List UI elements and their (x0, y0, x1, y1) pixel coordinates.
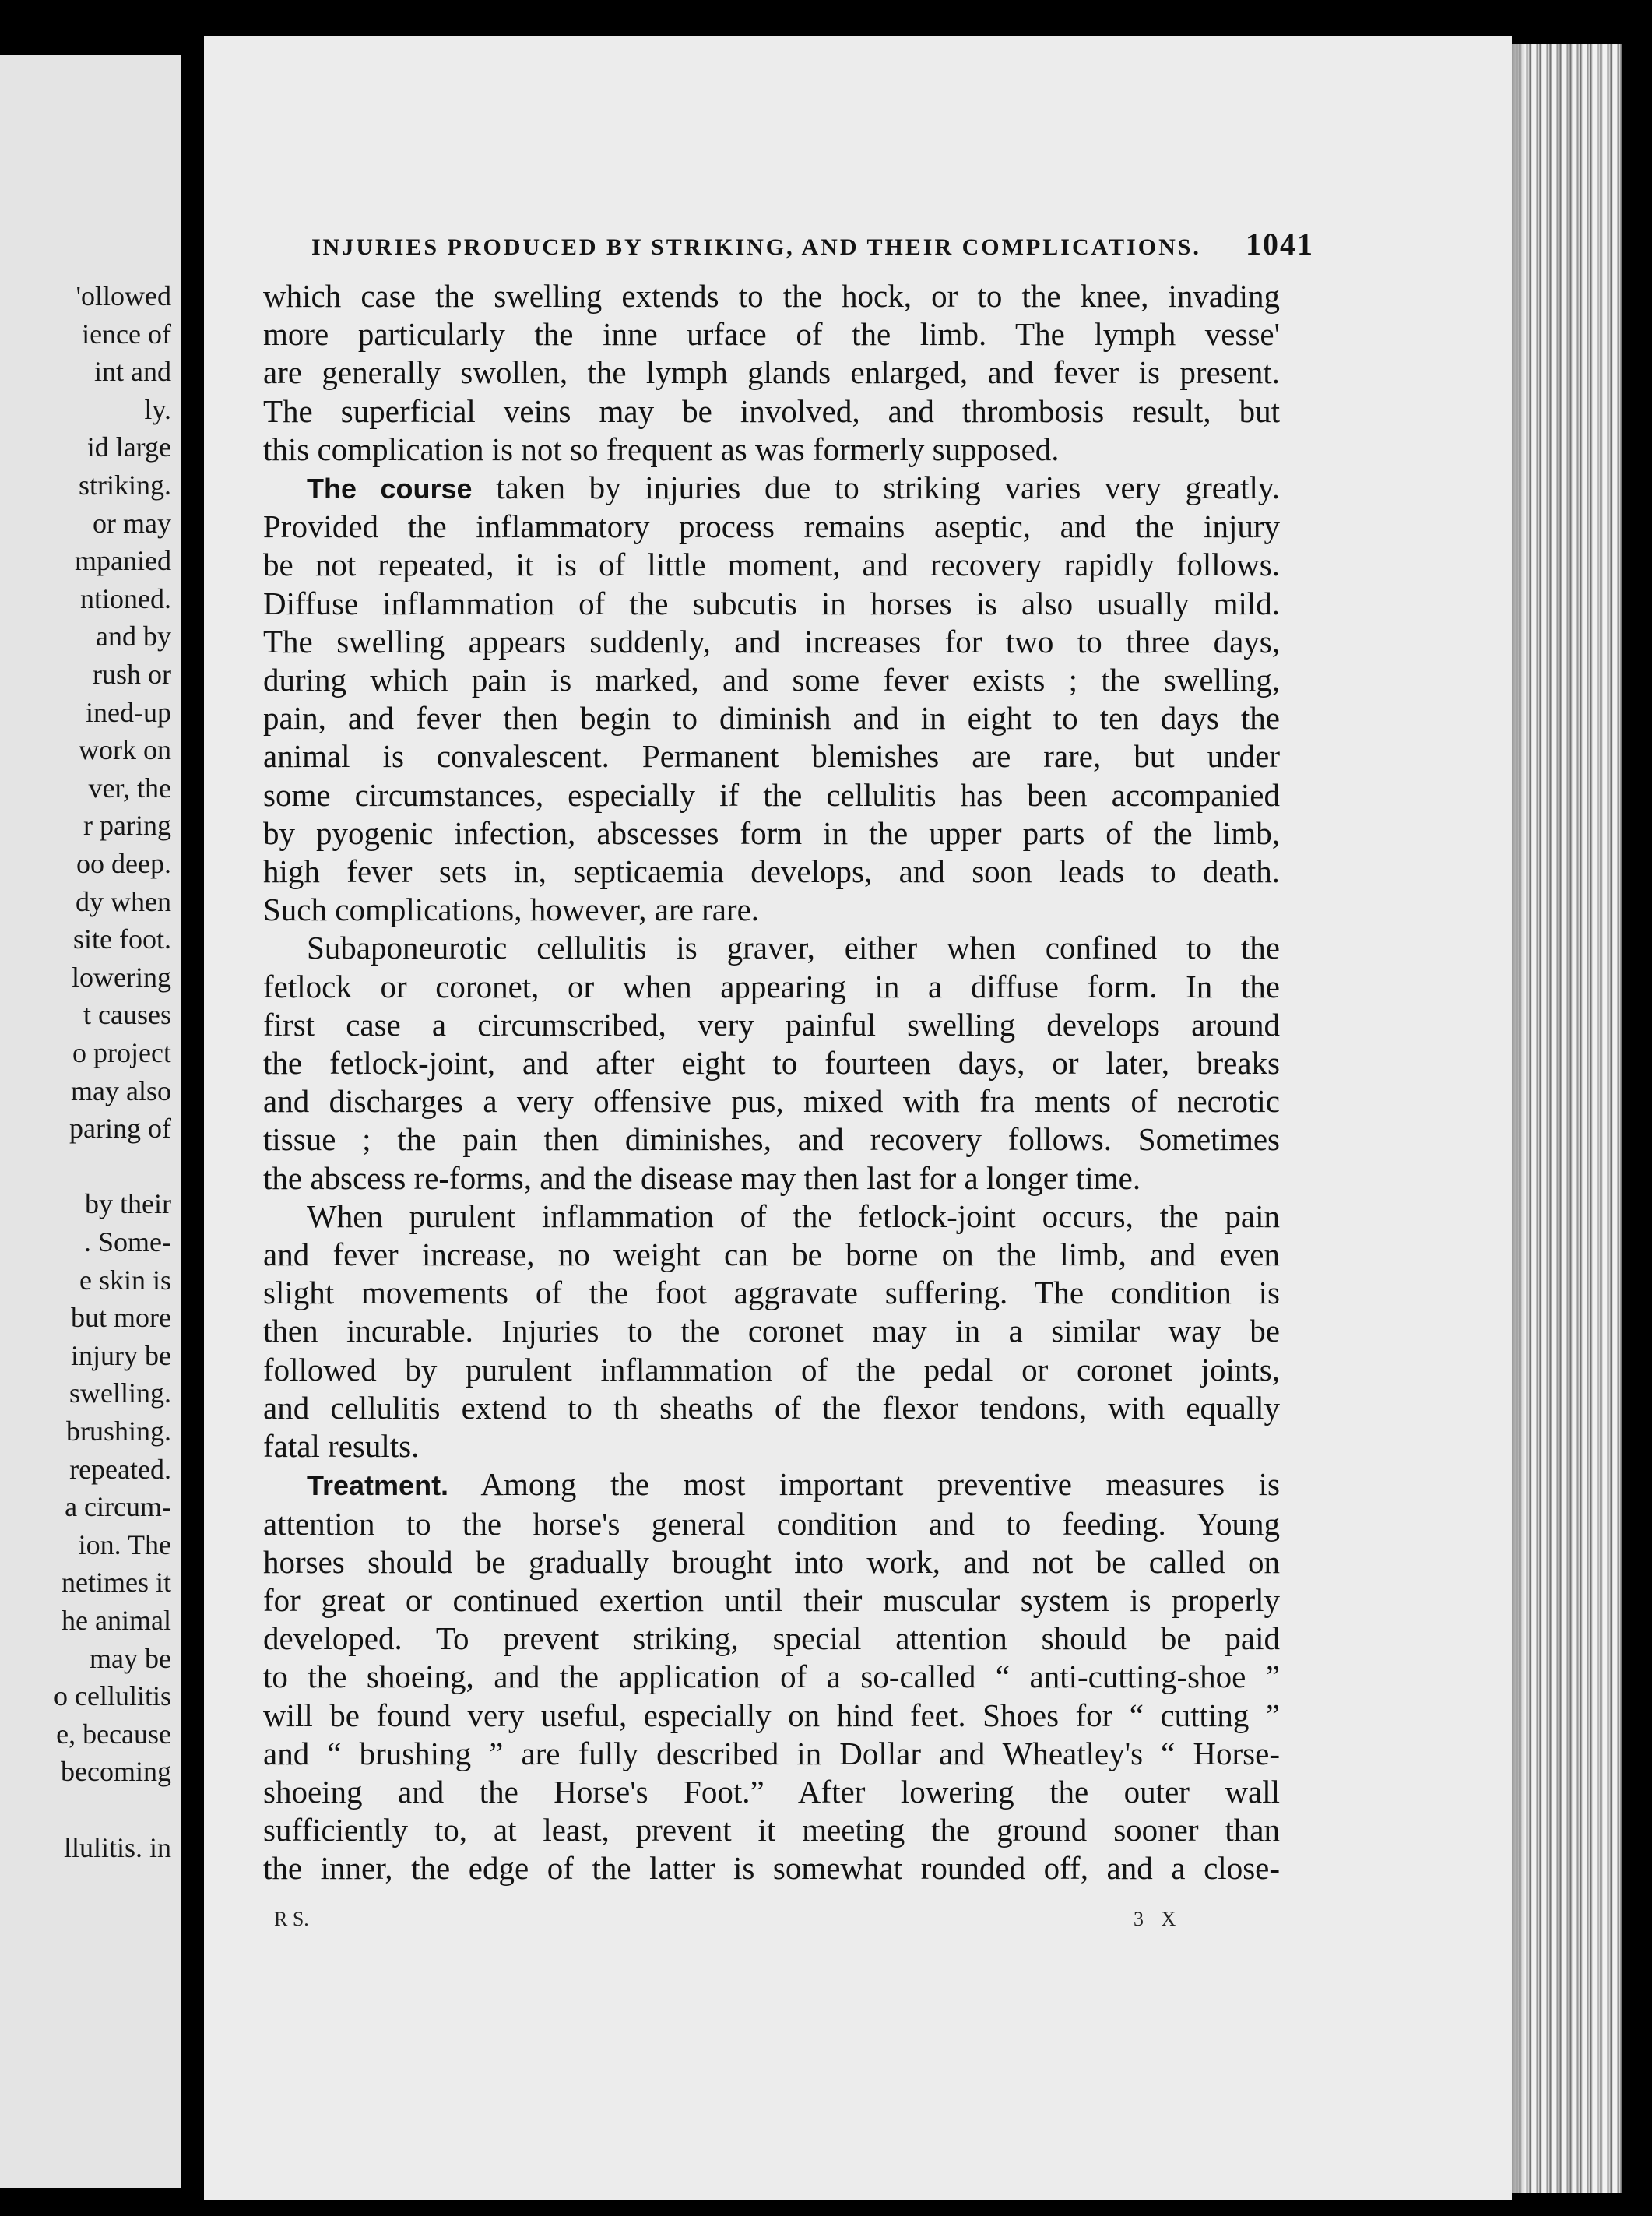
left-page-line: a circum- (65, 1491, 171, 1523)
left-page-line: dy when (76, 885, 171, 917)
text-line (263, 1159, 1280, 1198)
running-title: INJURIES PRODUCED BY STRIKING, AND THEIR COMPLICATIONS. (311, 234, 1201, 260)
left-page-line: or may (93, 507, 171, 539)
line-text: are generally swollen, the lymph glands enlarged, and fever is present. (263, 354, 1280, 391)
line-text: horses should be gradually brought into work, and not be called on (263, 1543, 1280, 1580)
text-line (263, 1427, 1280, 1465)
left-page-line: o cellulitis (54, 1680, 171, 1712)
left-page-line: may also (71, 1075, 171, 1106)
text-line (263, 968, 1280, 1006)
text-line (263, 315, 1280, 354)
text-line (263, 891, 1280, 929)
text-line (263, 1389, 1280, 1427)
line-text: by pyogenic infection, abscesses form in the upper parts of the limb, (263, 814, 1280, 851)
text-line (263, 776, 1280, 814)
text-line (263, 1735, 1280, 1773)
left-page-line: he animal (62, 1605, 171, 1636)
left-page-line: work on (79, 734, 171, 766)
left-page-line: oo deep. (76, 848, 171, 879)
left-page-line: mpanied (75, 545, 171, 577)
paragraph-heading: The course (307, 473, 473, 505)
left-page-line: site foot. (73, 923, 171, 955)
text-line (263, 431, 1280, 469)
line-text: When purulent inflammation of the fetlock-joint occurs, the pain (307, 1198, 1280, 1234)
left-page-line: r paring (83, 810, 171, 842)
text-line (263, 1006, 1280, 1044)
page-edges (1512, 44, 1622, 2193)
text-line (263, 661, 1280, 699)
text-line (263, 546, 1280, 584)
line-text: Among the most important preventive measures is (448, 1466, 1280, 1503)
line-text: The swelling appears suddenly, and increases for two to three days, (263, 623, 1280, 660)
left-page-line: but more (71, 1302, 171, 1334)
left-facing-page (0, 55, 181, 2188)
gutter-shadow (1512, 44, 1526, 2193)
line-text: the fetlock-joint, and after eight to fourteen days, or later, breaks (263, 1045, 1280, 1082)
line-text: shoeing and the Horse's Foot.” After lowering the outer wall (263, 1773, 1280, 1810)
left-page-line: and by (96, 621, 171, 652)
left-page-line: t causes (83, 999, 171, 1031)
text-line (263, 929, 1280, 967)
left-page-line: llulitis. in (63, 1831, 171, 1863)
text-line (263, 1581, 1280, 1620)
left-page-line: netimes it (62, 1567, 171, 1599)
left-page-line: rush or (93, 659, 171, 690)
left-page-line: ion. The (78, 1528, 171, 1560)
text-line (263, 1351, 1280, 1389)
text-line (263, 1198, 1280, 1236)
line-text: this complication is not so frequent as was formerly supposed. (263, 431, 1060, 467)
text-line (263, 1312, 1280, 1350)
line-text: will be found very useful, especially on hind feet. Shoes for “ cutting ” (263, 1697, 1280, 1733)
line-text: which case the swelling extends to the hock, or to the knee, invading (263, 278, 1280, 314)
page-number: 1041 (1246, 227, 1314, 262)
text-line (263, 699, 1280, 737)
left-page-line: ly. (144, 393, 171, 425)
text-line (263, 1849, 1280, 1887)
left-page-line: ntioned. (80, 582, 171, 614)
line-text: developed. To prevent striking, special attention should be paid (263, 1620, 1280, 1657)
text-line (263, 1620, 1280, 1658)
line-text: The superficial veins may be involved, and thrombosis result, but (263, 392, 1280, 429)
text-line (263, 1120, 1280, 1159)
line-text: be not repeated, it is of little moment, and recovery rapidly follows. (263, 547, 1280, 583)
text-line (263, 1658, 1280, 1696)
text-line (263, 585, 1280, 623)
line-text: animal is convalescent. Permanent blemishes are rare, but under (263, 738, 1280, 775)
left-page-line: o project (72, 1037, 171, 1068)
left-page-line: swelling. (69, 1377, 171, 1409)
line-text: the abscess re-forms, and the disease may then last for a longer time. (263, 1159, 1141, 1196)
text-line (263, 853, 1280, 891)
line-text: during which pain is marked, and some fever exists ; the swelling, (263, 662, 1280, 698)
left-page-line: paring of (69, 1113, 171, 1145)
line-text: some circumstances, especially if the cellulitis has been accompanied (263, 776, 1280, 813)
line-text: for great or continued exertion until their muscular system is properly (263, 1581, 1280, 1618)
line-text: tissue ; the pain then diminishes, and recovery follows. Sometimes (263, 1121, 1280, 1158)
line-text: slight movements of the foot aggravate suffering. The condition is (263, 1275, 1280, 1311)
line-text: and fever increase, no weight can be borne on the limb, and even (263, 1236, 1280, 1273)
line-text: and discharges a very offensive pus, mixed with fra ments of necrotic (263, 1083, 1280, 1120)
line-text: followed by purulent inflammation of the pedal or coronet joints, (263, 1351, 1280, 1388)
text-line (263, 1697, 1280, 1735)
text-line (263, 1082, 1280, 1120)
line-text: fatal results. (263, 1428, 420, 1465)
line-text: pain, and fever then begin to diminish and in eight to ten days the (263, 700, 1280, 737)
line-text: high fever sets in, septicaemia develops, and soon leads to death. (263, 853, 1280, 890)
line-text: Diffuse inflammation of the subcutis in horses is also usually mild. (263, 585, 1280, 621)
text-line (263, 1274, 1280, 1312)
text-line (263, 1543, 1280, 1581)
text-line (263, 1811, 1280, 1849)
line-text: more particularly the inne urface of the limb. The lymph vesse' (263, 316, 1280, 353)
text-line (263, 354, 1280, 392)
line-text: sufficiently to, at least, prevent it meeting the ground sooner than (263, 1812, 1280, 1848)
text-line (263, 1465, 1280, 1504)
text-line (263, 1044, 1280, 1082)
line-text: first case a circumscribed, very painful swelling develops around (263, 1006, 1280, 1043)
sheet-mark: 3 X (1134, 1908, 1183, 1930)
line-text: taken by injuries due to striking varies very greatly. (472, 470, 1280, 506)
left-page-line: repeated. (69, 1453, 171, 1485)
left-page-line: e, because (56, 1718, 171, 1750)
line-text: attention to the horse's general condition and to feeding. Young (263, 1505, 1280, 1542)
body-text (263, 277, 1280, 1888)
left-page-line: e skin is (79, 1264, 171, 1296)
text-line (263, 623, 1280, 661)
left-page-line: id large (86, 431, 171, 463)
left-page-line: ver, the (88, 772, 171, 804)
left-page-line: int and (94, 356, 171, 388)
line-text: Provided the inflammatory process remains aseptic, and the injury (263, 508, 1280, 545)
line-text: fetlock or coronet, or when appearing in a diffuse form. In the (263, 968, 1280, 1004)
line-text: the inner, the edge of the latter is somewhat rounded off, and a close- (263, 1850, 1280, 1887)
line-text: Subaponeurotic cellulitis is graver, either when confined to the (307, 930, 1280, 966)
left-page-line: injury be (71, 1339, 171, 1371)
left-page-line: . Some- (84, 1226, 171, 1257)
left-page-line: striking. (78, 470, 171, 501)
left-page-line: may be (90, 1642, 171, 1674)
paragraph-heading: Treatment. (307, 1469, 449, 1502)
left-page-line: becoming (61, 1756, 171, 1788)
line-text: and “ brushing ” are fully described in Dollar and Wheatley's “ Horse- (263, 1735, 1280, 1771)
text-line (263, 392, 1280, 431)
running-header (311, 226, 1314, 262)
left-page-line: ience of (82, 318, 171, 350)
left-page-line: by their (85, 1188, 171, 1220)
line-text: to the shoeing, and the application of a so-called “ anti-cutting-shoe ” (263, 1658, 1280, 1695)
line-text: and cellulitis extend to th sheaths of the flexor tendons, with equally (263, 1389, 1280, 1426)
line-text: Such complications, however, are rare. (263, 892, 760, 928)
left-page-line: brushing. (66, 1416, 171, 1447)
left-page-line: 'ollowed (76, 280, 171, 311)
signature-mark: R S. (274, 1908, 309, 1930)
line-text: then incurable. Injuries to the coronet may in a similar way be (263, 1313, 1280, 1349)
text-line (263, 1505, 1280, 1543)
text-line (263, 814, 1280, 853)
text-line (263, 508, 1280, 546)
text-line (263, 1773, 1280, 1811)
text-line (263, 469, 1280, 508)
text-line (263, 1236, 1280, 1274)
text-line (263, 277, 1280, 315)
left-page-line: ined-up (86, 696, 171, 728)
text-line (263, 737, 1280, 776)
left-page-line: lowering (72, 961, 171, 993)
